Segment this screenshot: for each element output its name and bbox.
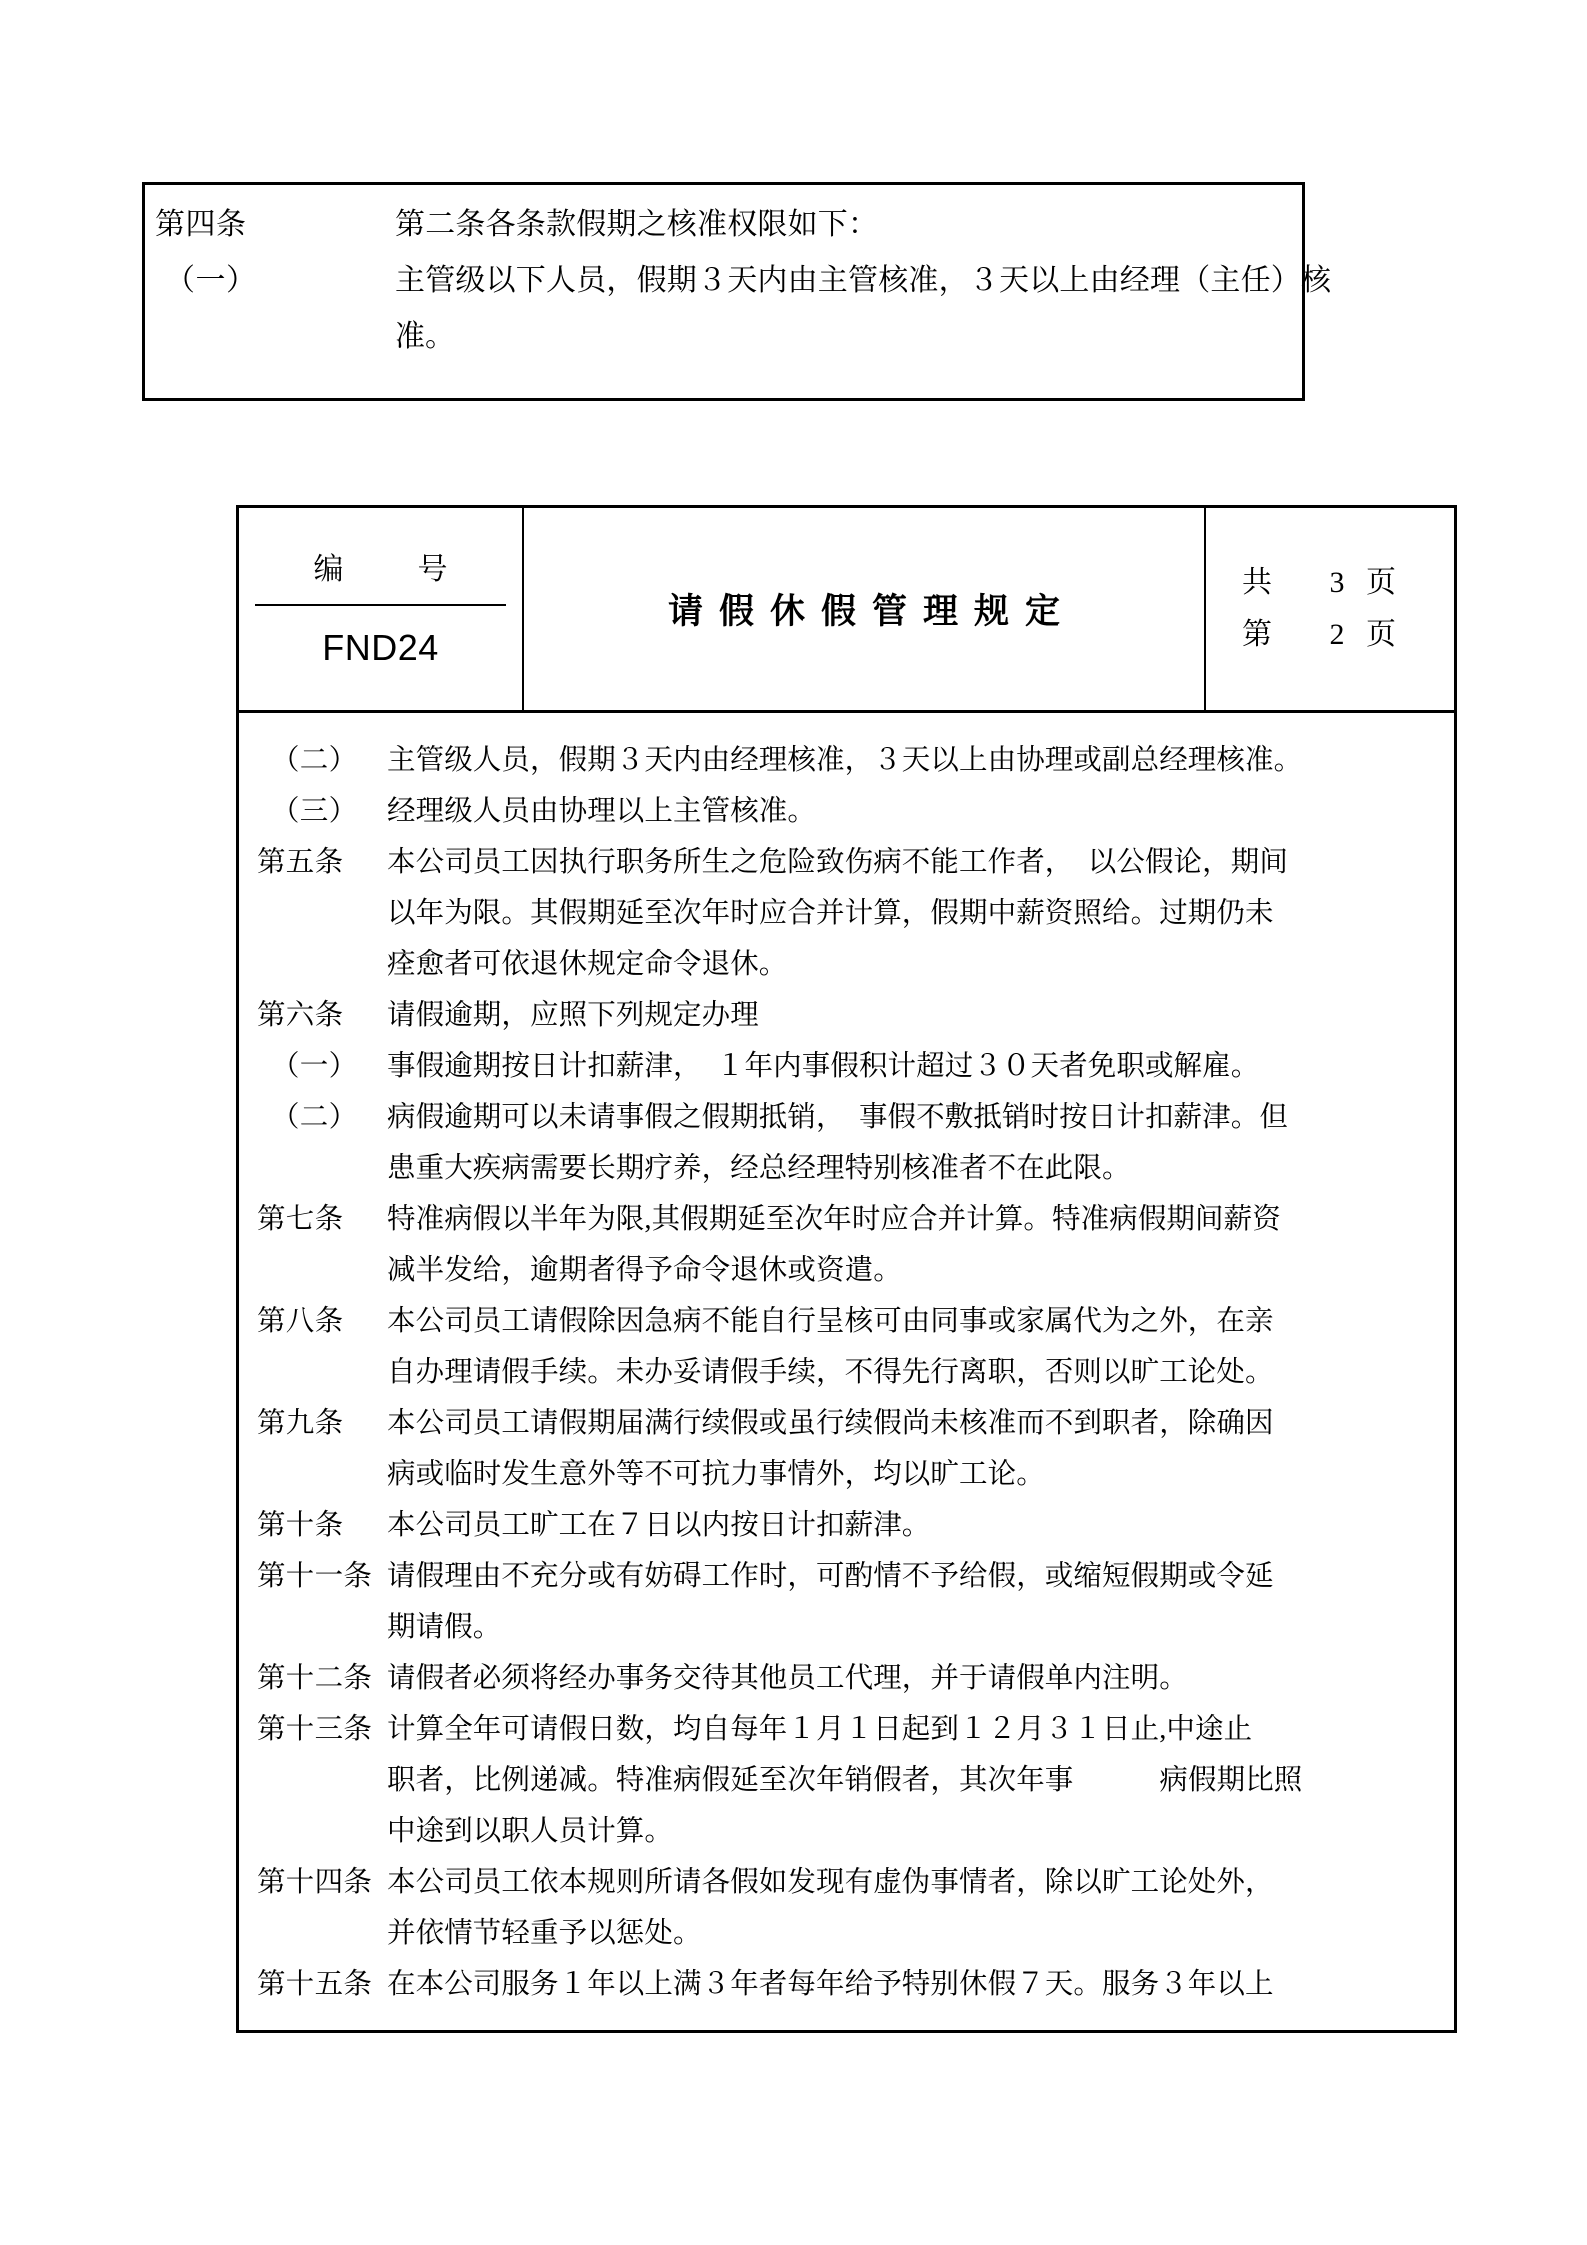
clause-line (257, 1653, 1440, 1704)
current-page-label: 第 (1242, 618, 1272, 651)
clause-text: 特准病假以半年为限,其假期延至次年时应合并计算。特准病假期间薪资 (387, 1204, 1281, 1235)
clause-line (257, 1704, 1440, 1755)
clause-text: 本公司员工因执行职务所生之危险致伤病不能工作者， 以公假论，期间 (387, 847, 1288, 878)
clause-label: 第十条 (257, 1510, 344, 1541)
clause-text: 经理级人员由协理以上主管核准。 (387, 796, 817, 827)
current-page-unit: 页 (1366, 618, 1396, 651)
clause-line (257, 1500, 1440, 1551)
clause-label: （二） (271, 745, 358, 776)
top-note-continuation: 准。 (395, 320, 455, 353)
clause-line (257, 1041, 1440, 1092)
clause-text: 计算全年可请假日数，均自每年１月１日起到１２月３１日止,中途止 (387, 1714, 1253, 1745)
clause-line (257, 990, 1440, 1041)
clause-continuation: 自办理请假手续。未办妥请假手续，不得先行离职，否则以旷工论处。 (387, 1357, 1274, 1388)
clause-continuation: 减半发给，逾期者得予命令退休或资遣。 (387, 1255, 902, 1286)
current-page-value: 2 (1329, 618, 1345, 651)
clause-label: 第八条 (257, 1306, 344, 1337)
clause-label: 第五条 (257, 847, 344, 878)
table-header-row (239, 508, 1454, 713)
clause-text: 病假逾期可以未请事假之假期抵销， 事假不敷抵销时按日计扣薪津。但 (387, 1102, 1288, 1133)
total-pages-unit: 页 (1366, 566, 1396, 599)
clause-line (257, 1398, 1440, 1449)
clause-continuation: 患重大疾病需要长期疗养，经总经理特别核准者不在此限。 (387, 1153, 1131, 1184)
clause-line (257, 837, 1440, 888)
clause-text: 请假者必须将经办事务交待其他员工代理，并于请假单内注明。 (387, 1663, 1188, 1694)
clause-text: 本公司员工请假除因急病不能自行呈核可由同事或家属代为之外，在亲 (387, 1306, 1274, 1337)
clause-label: 第九条 (257, 1408, 344, 1439)
current-page-line (1242, 609, 1454, 661)
clause-label: 第十二条 (257, 1663, 373, 1694)
clause-line (257, 1194, 1440, 1245)
clause-continuation: 病或临时发生意外等不可抗力事情外，均以旷工论。 (387, 1459, 1045, 1490)
document-title-cell (524, 508, 1206, 710)
document-table (236, 505, 1457, 2033)
clause-label: （一） (271, 1051, 358, 1082)
document-code-cell (239, 508, 524, 710)
document-code-value: FND24 (322, 627, 439, 668)
clause-label: 第十一条 (257, 1561, 373, 1592)
clause-label: 第十三条 (257, 1714, 373, 1745)
clause-text: 事假逾期按日计扣薪津， １年内事假积计超过３０天者免职或解雇。 (387, 1051, 1260, 1082)
clause-line (257, 1296, 1440, 1347)
clause-line (257, 1551, 1440, 1602)
clause-continuation: 痊愈者可依退休规定命令退休。 (387, 949, 788, 980)
clause-text: 在本公司服务１年以上满３年者每年给予特别休假７天。服务３年以上 (387, 1969, 1274, 2000)
clause-continuation: 以年为限。其假期延至次年时应合并计算，假期中薪资照给。过期仍未 (387, 898, 1274, 929)
clause-line (257, 1959, 1440, 2010)
clause-line (257, 1857, 1440, 1908)
clause-label: 第七条 (257, 1204, 344, 1235)
clause-continuation: 期请假。 (387, 1612, 502, 1643)
clause-label: 第六条 (257, 1000, 344, 1031)
page-count-cell (1206, 508, 1454, 710)
clause-label: 第十四条 (257, 1867, 373, 1898)
clause-continuation: 职者，比例递减。特准病假延至次年销假者，其次年事 病假期比照 (387, 1765, 1303, 1796)
clause-text: 本公司员工依本规则所请各假如发现有虚伪事情者，除以旷工论处外， (387, 1867, 1274, 1898)
document-code-label: 编 号 (255, 546, 506, 606)
top-note-content (145, 185, 1332, 365)
total-pages-label: 共 (1242, 566, 1272, 599)
clause-text: 请假理由不充分或有妨碍工作时，可酌情不予给假，或缩短假期或令延 (387, 1561, 1274, 1592)
top-note-line (155, 253, 1332, 309)
clause-text: 本公司员工请假期届满行续假或虽行续假尚未核准而不到职者，除确因 (387, 1408, 1274, 1439)
top-note-text: 主管级以下人员，假期３天内由主管核准，３天以上由经理（主任）核 (395, 264, 1332, 297)
clause-label: （二） (271, 1102, 358, 1133)
clause-text: 请假逾期，应照下列规定办理 (387, 1000, 759, 1031)
top-note-text: 第二条各条款假期之核准权限如下： (395, 208, 879, 241)
clause-text: 主管级人员，假期３天内由经理核准，３天以上由协理或副总经理核准。 (387, 745, 1303, 776)
clause-line (257, 735, 1440, 786)
document-body (239, 713, 1454, 2030)
page-title: 请假休假管理规定 (667, 592, 1076, 631)
clause-line (257, 1092, 1440, 1143)
clause-line (257, 786, 1440, 837)
top-note-line (155, 197, 1302, 253)
top-note-label: （一） (165, 264, 257, 297)
total-pages-value: 3 (1329, 566, 1345, 599)
clause-label: （三） (271, 796, 358, 827)
clause-text: 本公司员工旷工在７日以内按日计扣薪津。 (387, 1510, 931, 1541)
clause-continuation: 并依情节轻重予以惩处。 (387, 1918, 702, 1949)
total-pages-line (1242, 557, 1454, 609)
top-note-box (142, 182, 1332, 401)
clause-continuation: 中途到以职人员计算。 (387, 1816, 674, 1847)
clause-label: 第十五条 (257, 1969, 373, 2000)
top-note-label: 第四条 (155, 208, 247, 241)
